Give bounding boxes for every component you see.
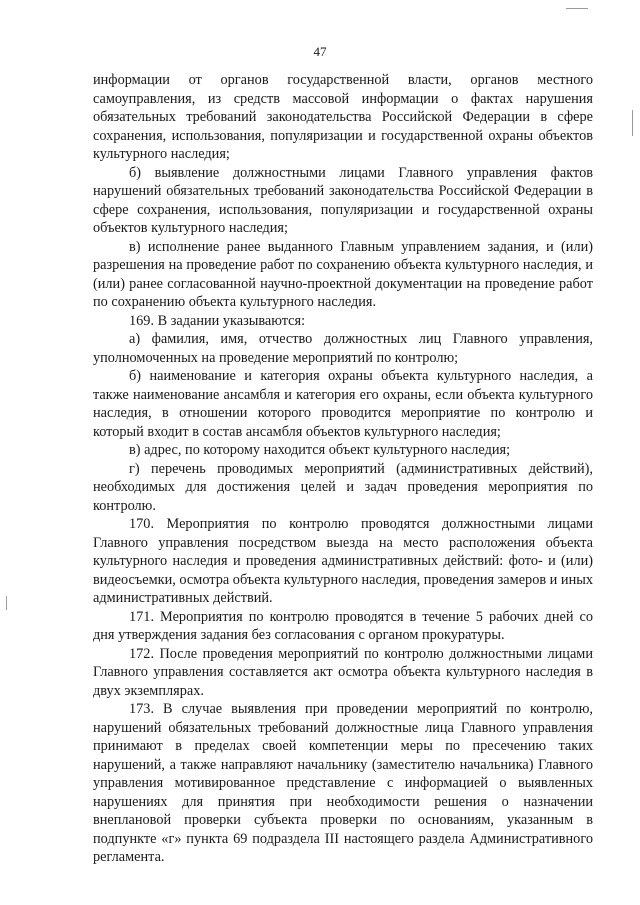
paragraph-item-v: в) исполнение ранее выданного Главным управлением задания, и (или) разрешения на проведение работ по сохранению объекта культурного наследия, и (или) ранее согласованной научно-проектной документации на проведение работ по сохранению объекта культурного наследия. <box>93 238 593 310</box>
scan-mark-top-right <box>566 8 588 9</box>
document-body <box>93 71 593 867</box>
paragraph-170: 170. Мероприятия по контролю проводятся должностными лицами Главного управления посредством выезда на место расположения объекта культурного наследия и проведения административных действий: фото- и (или) видеосъемки, осмотра объекта культурного наследия, проведения замеров и иных административных действий. <box>93 516 593 606</box>
paragraph-continuation: информации от органов государственной власти, органов местного самоуправления, из средств массовой информации о фактах нарушения обязательных требований законодательства Российской Федерации в сфере сохранения, использования, популяризации и государственной охраны объектов культурного наследия; <box>93 72 593 162</box>
paragraph-172: 172. После проведения мероприятий по контролю должностными лицами Главного управления составляется акт осмотра объекта культурного наследия в двух экземплярах. <box>93 645 593 699</box>
paragraph-169-a: а) фамилия, имя, отчество должностных лиц Главного управления, уполномоченных на проведение мероприятий по контролю; <box>93 331 593 366</box>
paragraph-169: 169. В задании указываются: <box>129 312 306 329</box>
scan-mark-right-edge <box>632 110 633 136</box>
paragraph-169-b: б) наименование и категория охраны объекта культурного наследия, а также наименование ансамбля и категория его охраны, если объекта культурного наследия, в отношении которого проводится мероприятие по контролю и который входит в состав ансамбля объектов культурного наследия; <box>93 368 593 440</box>
paragraph-173: 173. В случае выявления при проведении мероприятий по контролю, нарушений обязательных требований должностные лица Главного управления принимают в пределах своей компетенции меры по пресечению таких нарушений, а также направляют начальнику (заместителю начальника) Главного управления мотивированное представление с информацией о выявленных нарушениях для принятия при необходимости решения о назначении внеплановой проверки субъекта проверки по основаниям, указанным в подпункте «г» пункта 69 подраздела III настоящего раздела Административного регламента. <box>93 701 593 865</box>
paragraph-item-b: б) выявление должностными лицами Главного управления фактов нарушений обязательных требований законодательства Российской Федерации в сфере сохранения, использования, популяризации и государственной охраны объектов культурного наследия; <box>93 164 593 236</box>
page-number: 47 <box>313 44 327 59</box>
scan-mark-left-edge <box>6 596 7 610</box>
paragraph-169-g: г) перечень проводимых мероприятий (административных действий), необходимых для достижения целей и задач проведения мероприятия по контролю. <box>93 460 593 514</box>
paragraph-171: 171. Мероприятия по контролю проводятся в течение 5 рабочих дней со дня утверждения задания без согласования с органом прокуратуры. <box>93 608 593 643</box>
paragraph-169-v: в) адрес, по которому находится объект культурного наследия; <box>129 442 511 458</box>
